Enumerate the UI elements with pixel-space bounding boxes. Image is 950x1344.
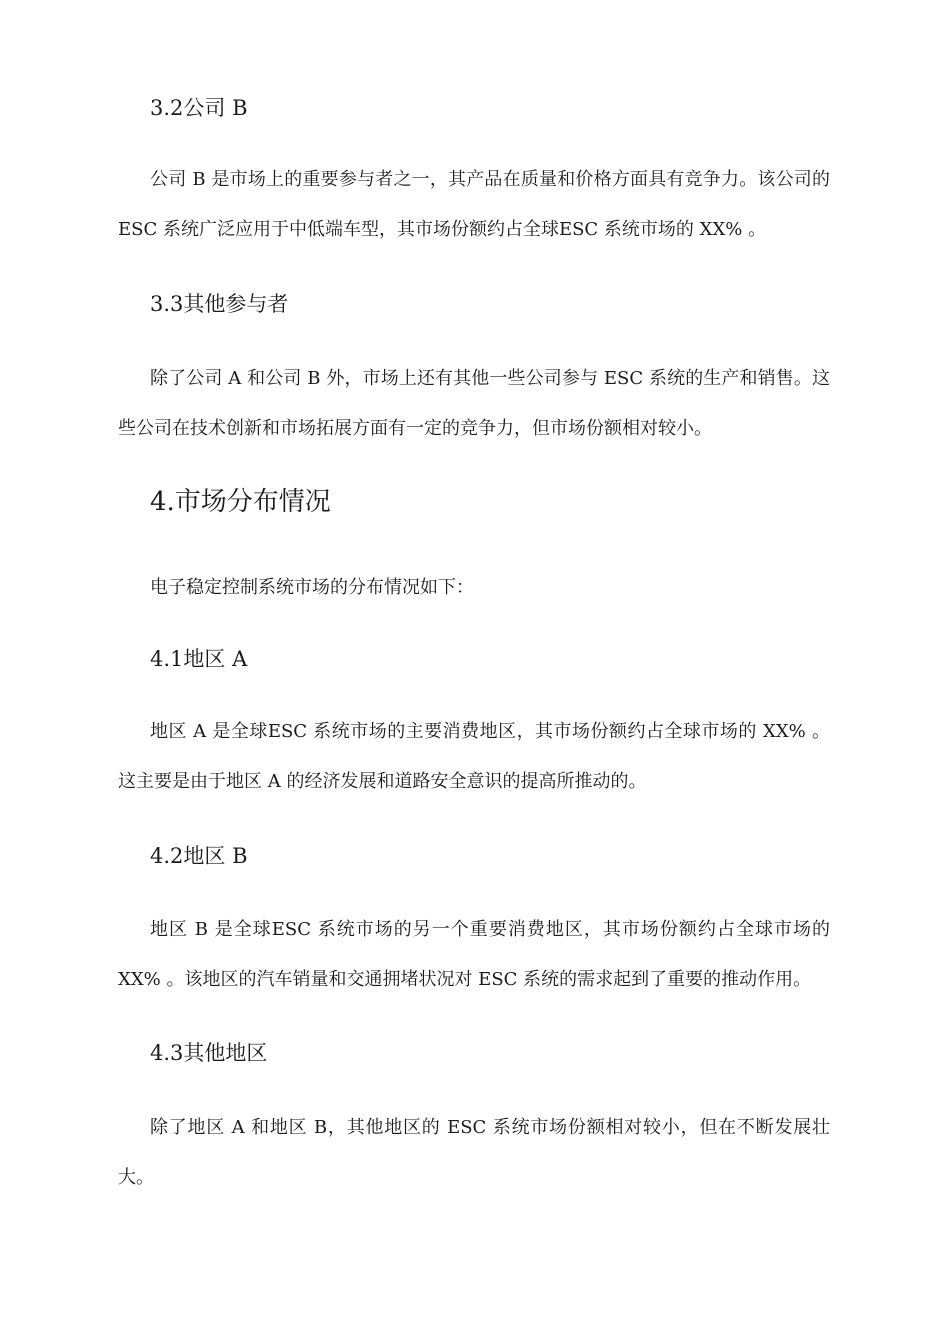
section-body-4-2: 地区 B 是全球ESC 系统市场的另一个重要消费地区，其市场份额约占全球市场的 XX% 。该地区的汽车销量和交通拥堵状况对 ESC 系统的需求起到了重要的推动作用。 <box>118 919 830 990</box>
section-body-3-2: 公司 B 是市场上的重要参与者之一，其产品在质量和价格方面具有竞争力。该公司的 ESC 系统广泛应用于中低端车型，其市场份额约占全球ESC 系统市场的 XX% 。 <box>118 169 830 240</box>
section-heading-4-1: 4.1地区 A <box>150 647 248 671</box>
section-heading-3-3: 3.3其他参与者 <box>150 292 289 316</box>
section-body-4-3: 除了地区 A 和地区 B，其他地区的 ESC 系统市场份额相对较小，但在不断发展壮大。 <box>118 1117 830 1188</box>
section-body-4-1: 地区 A 是全球ESC 系统市场的主要消费地区，其市场份额约占全球市场的 XX% 。这主要是由于地区 A 的经济发展和道路安全意识的提高所推动的。 <box>118 721 830 792</box>
section-heading-4-3: 4.3其他地区 <box>150 1041 268 1065</box>
section-body-4: 电子稳定控制系统市场的分布情况如下： <box>150 577 474 598</box>
section-heading-4-2: 4.2地区 B <box>150 844 248 868</box>
section-heading-3-2: 3.2公司 B <box>150 96 248 120</box>
section-heading-4: 4.市场分布情况 <box>150 487 331 517</box>
section-body-3-3: 除了公司 A 和公司 B 外，市场上还有其他一些公司参与 ESC 系统的生产和销售。这些公司在技术创新和市场拓展方面有一定的竞争力，但市场份额相对较小。 <box>118 368 830 439</box>
